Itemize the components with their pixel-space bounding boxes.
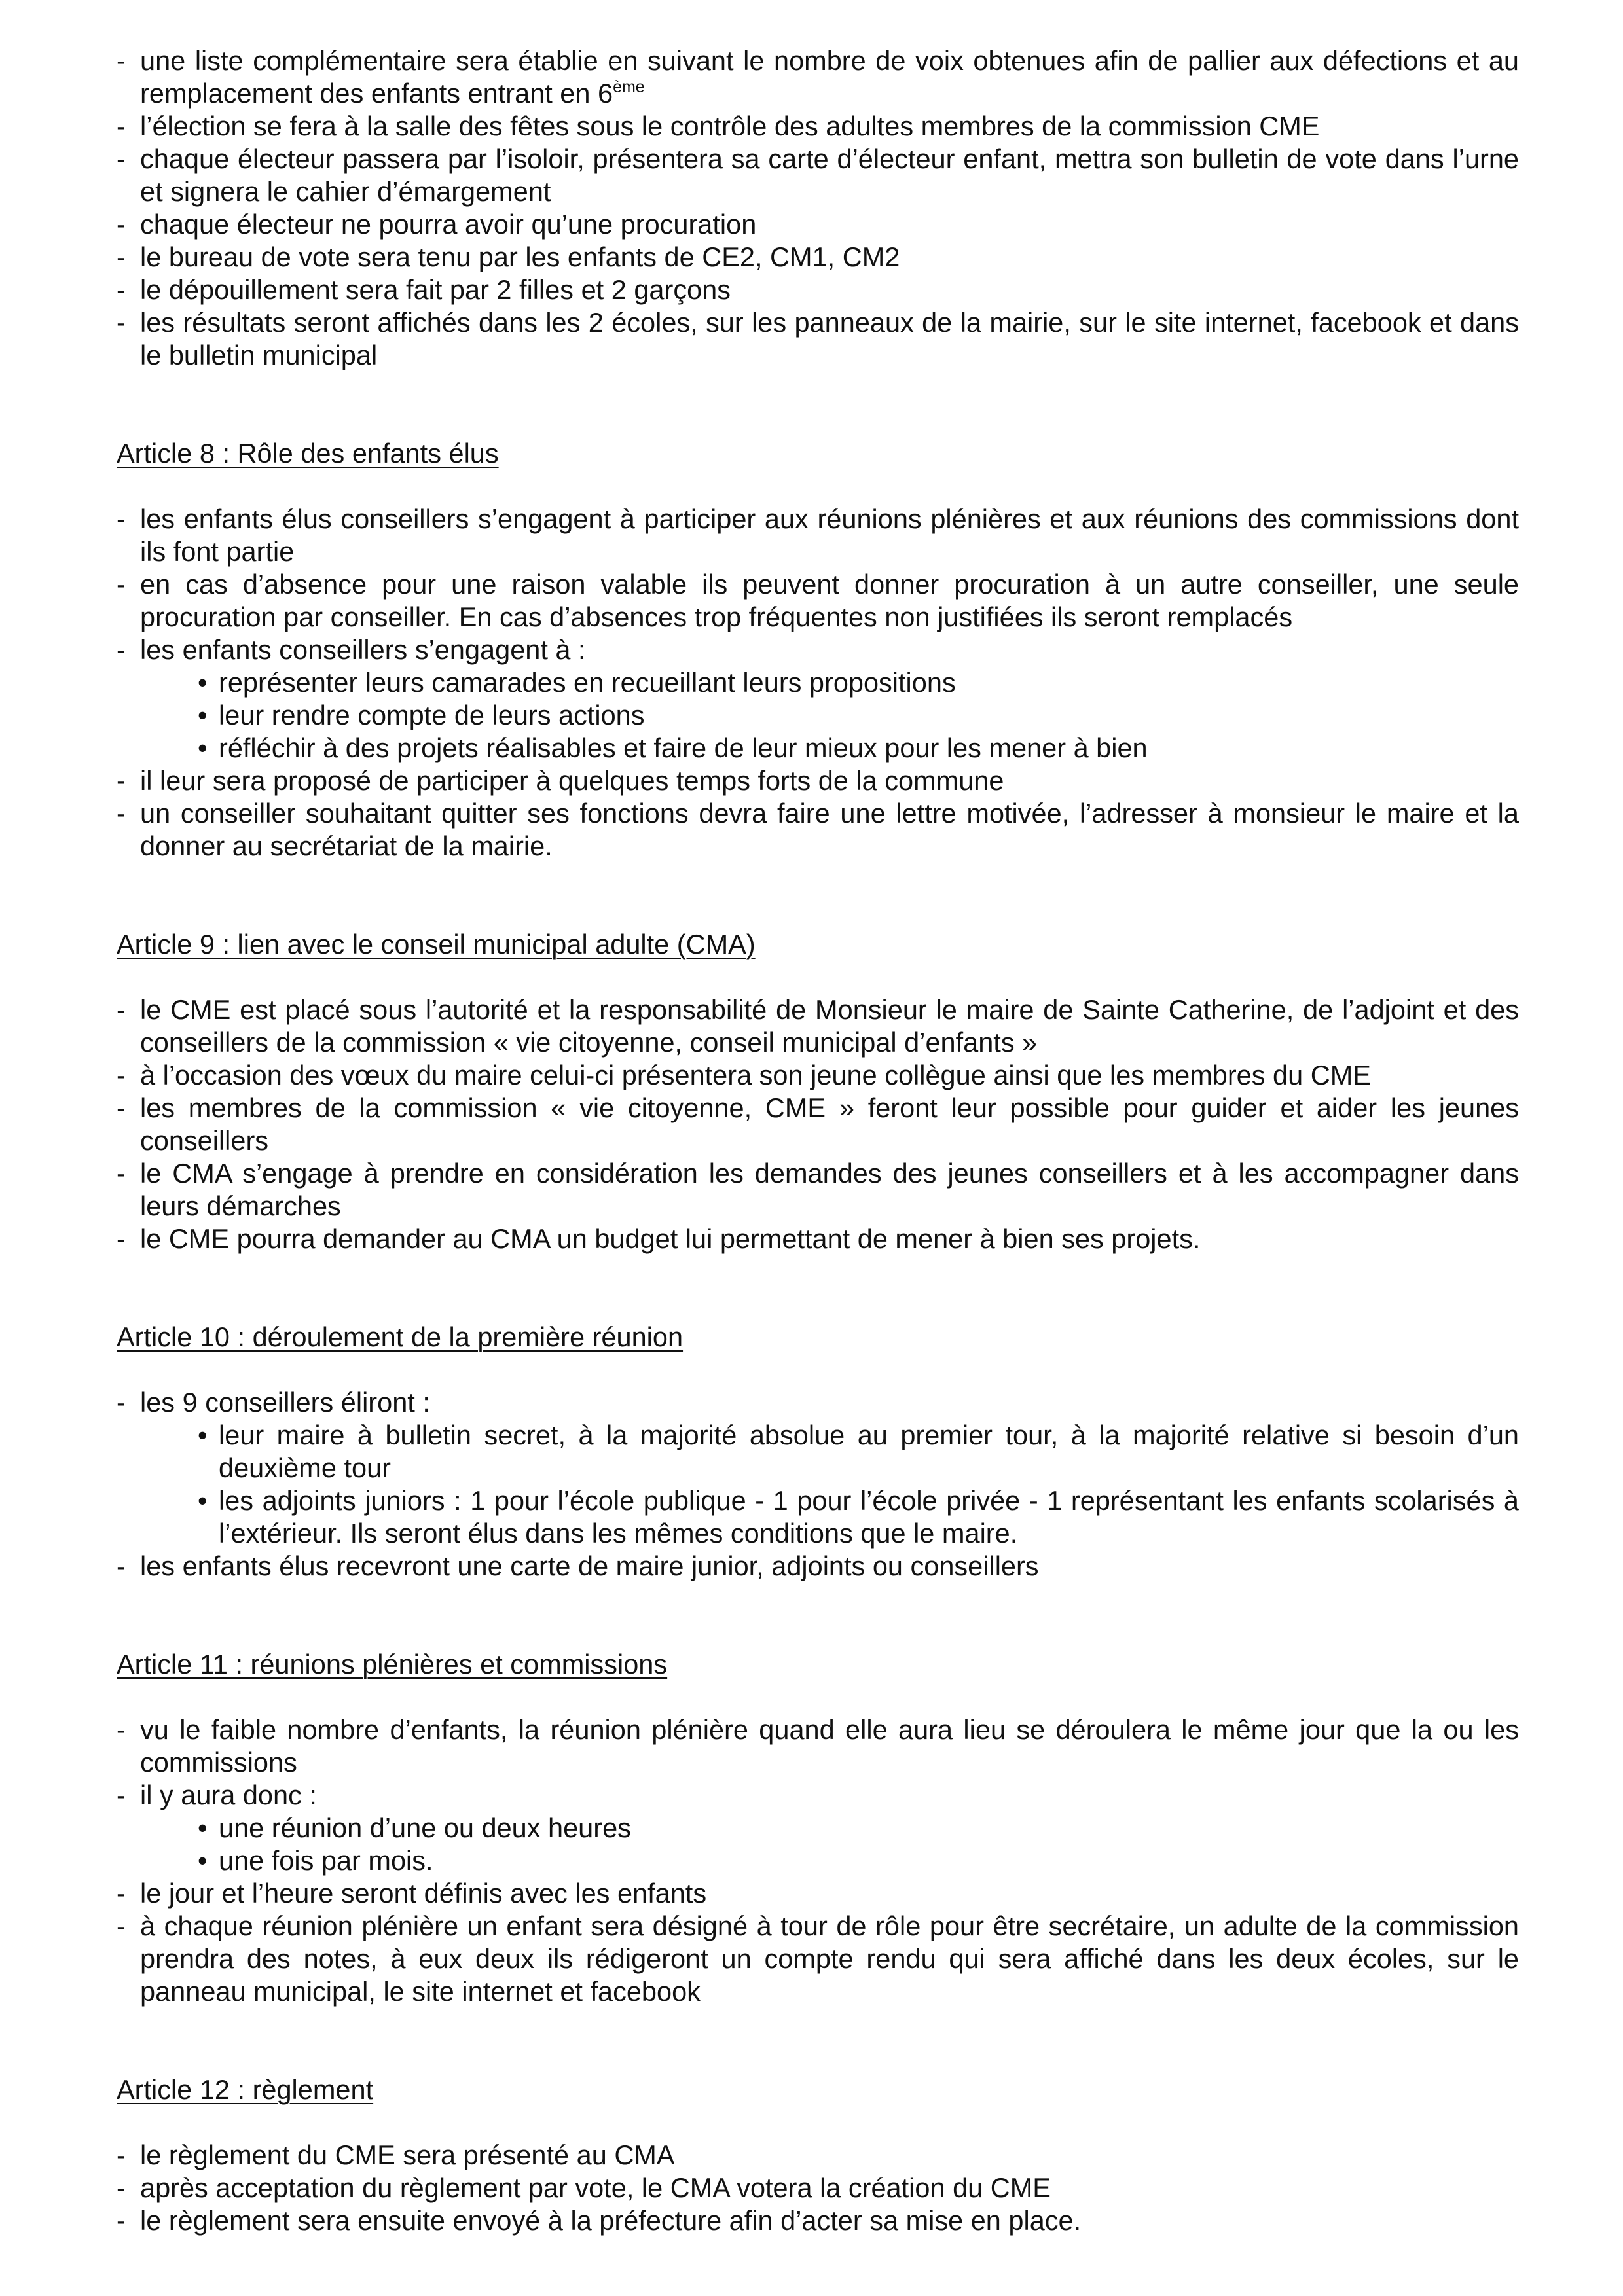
article-12-list (117, 2139, 1519, 2237)
list-item: - les enfants conseillers s’engagent à : (117, 634, 1519, 666)
article-8-heading: Article 8 : Rôle des enfants élus (117, 438, 499, 469)
list-item: - chaque électeur ne pourra avoir qu’une procuration (117, 208, 1519, 241)
list-item: - il leur sera proposé de participer à quelques temps forts de la commune (117, 764, 1519, 797)
article-10-list-continued (117, 1550, 1519, 1583)
sublist-item: • leur rendre compte de leurs actions (198, 699, 1519, 732)
list-item: - le règlement du CME sera présenté au CMA (117, 2139, 1519, 2172)
list-item: - un conseiller souhaitant quitter ses fonctions devra faire une lettre motivée, l’adresser à monsieur le maire et la donner au secrétariat de la mairie. (117, 797, 1519, 863)
list-item: - les enfants élus conseillers s’engagent à participer aux réunions plénières et aux réunions des commissions dont ils font partie (117, 503, 1519, 568)
list-item: - chaque électeur passera par l’isoloir, présentera sa carte d’électeur enfant, mettra son bulletin de vote dans l’urne et signera le cahier d’émargement (117, 143, 1519, 208)
article-10-list (117, 1386, 1519, 1419)
list-item: - les enfants élus recevront une carte de maire junior, adjoints ou conseillers (117, 1550, 1519, 1583)
article-8-section (117, 437, 1519, 863)
list-item: - le dépouillement sera fait par 2 filles et 2 garçons (117, 274, 1519, 306)
article-12-section (117, 2073, 1519, 2237)
document-page (117, 45, 1519, 2237)
intro-list (117, 45, 1519, 372)
sublist-item: • représenter leurs camarades en recueillant leurs propositions (198, 666, 1519, 699)
article-10-section (117, 1321, 1519, 1583)
list-item: - vu le faible nombre d’enfants, la réunion plénière quand elle aura lieu se déroulera le même jour que la ou les commissions (117, 1713, 1519, 1779)
sublist-item: • une réunion d’une ou deux heures (198, 1812, 1519, 1844)
list-item: - les résultats seront affichés dans les 2 écoles, sur les panneaux de la mairie, sur le site internet, facebook et dans le bulletin municipal (117, 306, 1519, 372)
list-item: - à l’occasion des vœux du maire celui-ci présentera son jeune collègue ainsi que les membres du CME (117, 1059, 1519, 1092)
list-item: - le règlement sera ensuite envoyé à la préfecture afin d’acter sa mise en place. (117, 2204, 1519, 2237)
list-item: - une liste complémentaire sera établie en suivant le nombre de voix obtenues afin de pallier aux défections et au remplacement des enfants entrant en 6ème (117, 45, 1519, 110)
article-8-list (117, 503, 1519, 666)
superscript: ème (613, 78, 645, 96)
list-item: - les membres de la commission « vie citoyenne, CME » feront leur possible pour guider et aider les jeunes conseillers (117, 1092, 1519, 1157)
list-item: - en cas d’absence pour une raison valable ils peuvent donner procuration à un autre conseiller, une seule procuration par conseiller. En cas d’absences trop fréquentes non justifiées ils seront remplacés (117, 568, 1519, 634)
list-item: - les 9 conseillers éliront : (117, 1386, 1519, 1419)
article-12-heading: Article 12 : règlement (117, 2074, 374, 2105)
article-8-sublist (117, 666, 1519, 764)
list-item: - à chaque réunion plénière un enfant sera désigné à tour de rôle pour être secrétaire, un adulte de la commission prendra des notes, à eux deux ils rédigeront un compte rendu qui sera affiché dans les deux écoles, sur le panneau municipal, le site internet et facebook (117, 1910, 1519, 2008)
article-10-sublist (117, 1419, 1519, 1550)
sublist-item: • les adjoints juniors : 1 pour l’école publique - 1 pour l’école privée - 1 représentant les enfants scolarisés à l’extérieur. Ils seront élus dans les mêmes conditions que le maire. (198, 1484, 1519, 1550)
article-11-list (117, 1713, 1519, 1812)
list-item: - le CME est placé sous l’autorité et la responsabilité de Monsieur le maire de Sainte Catherine, de l’adjoint et des conseillers de la commission « vie citoyenne, conseil municipal d’enfants » (117, 994, 1519, 1059)
article-10-heading: Article 10 : déroulement de la première réunion (117, 1321, 684, 1352)
article-11-sublist (117, 1812, 1519, 1877)
article-11-list-continued (117, 1877, 1519, 2008)
list-item: - après acceptation du règlement par vote, le CMA votera la création du CME (117, 2172, 1519, 2204)
list-item: - l’élection se fera à la salle des fêtes sous le contrôle des adultes membres de la commission CME (117, 110, 1519, 143)
article-8-list-continued (117, 764, 1519, 863)
list-item: - le jour et l’heure seront définis avec les enfants (117, 1877, 1519, 1910)
article-9-section (117, 928, 1519, 1255)
article-9-heading: Article 9 : lien avec le conseil municipal adulte (CMA) (117, 929, 756, 960)
list-item: - il y aura donc : (117, 1779, 1519, 1812)
list-item: - le bureau de vote sera tenu par les enfants de CE2, CM1, CM2 (117, 241, 1519, 274)
list-item: - le CME pourra demander au CMA un budget lui permettant de mener à bien ses projets. (117, 1223, 1519, 1255)
article-9-list (117, 994, 1519, 1255)
list-item: - le CMA s’engage à prendre en considération les demandes des jeunes conseillers et à les accompagner dans leurs démarches (117, 1157, 1519, 1223)
sublist-item: • une fois par mois. (198, 1844, 1519, 1877)
sublist-item: • leur maire à bulletin secret, à la majorité absolue au premier tour, à la majorité relative si besoin d’un deuxième tour (198, 1419, 1519, 1484)
article-11-heading: Article 11 : réunions plénières et commissions (117, 1649, 668, 1679)
sublist-item: • réfléchir à des projets réalisables et faire de leur mieux pour les mener à bien (198, 732, 1519, 764)
article-11-section (117, 1648, 1519, 2008)
